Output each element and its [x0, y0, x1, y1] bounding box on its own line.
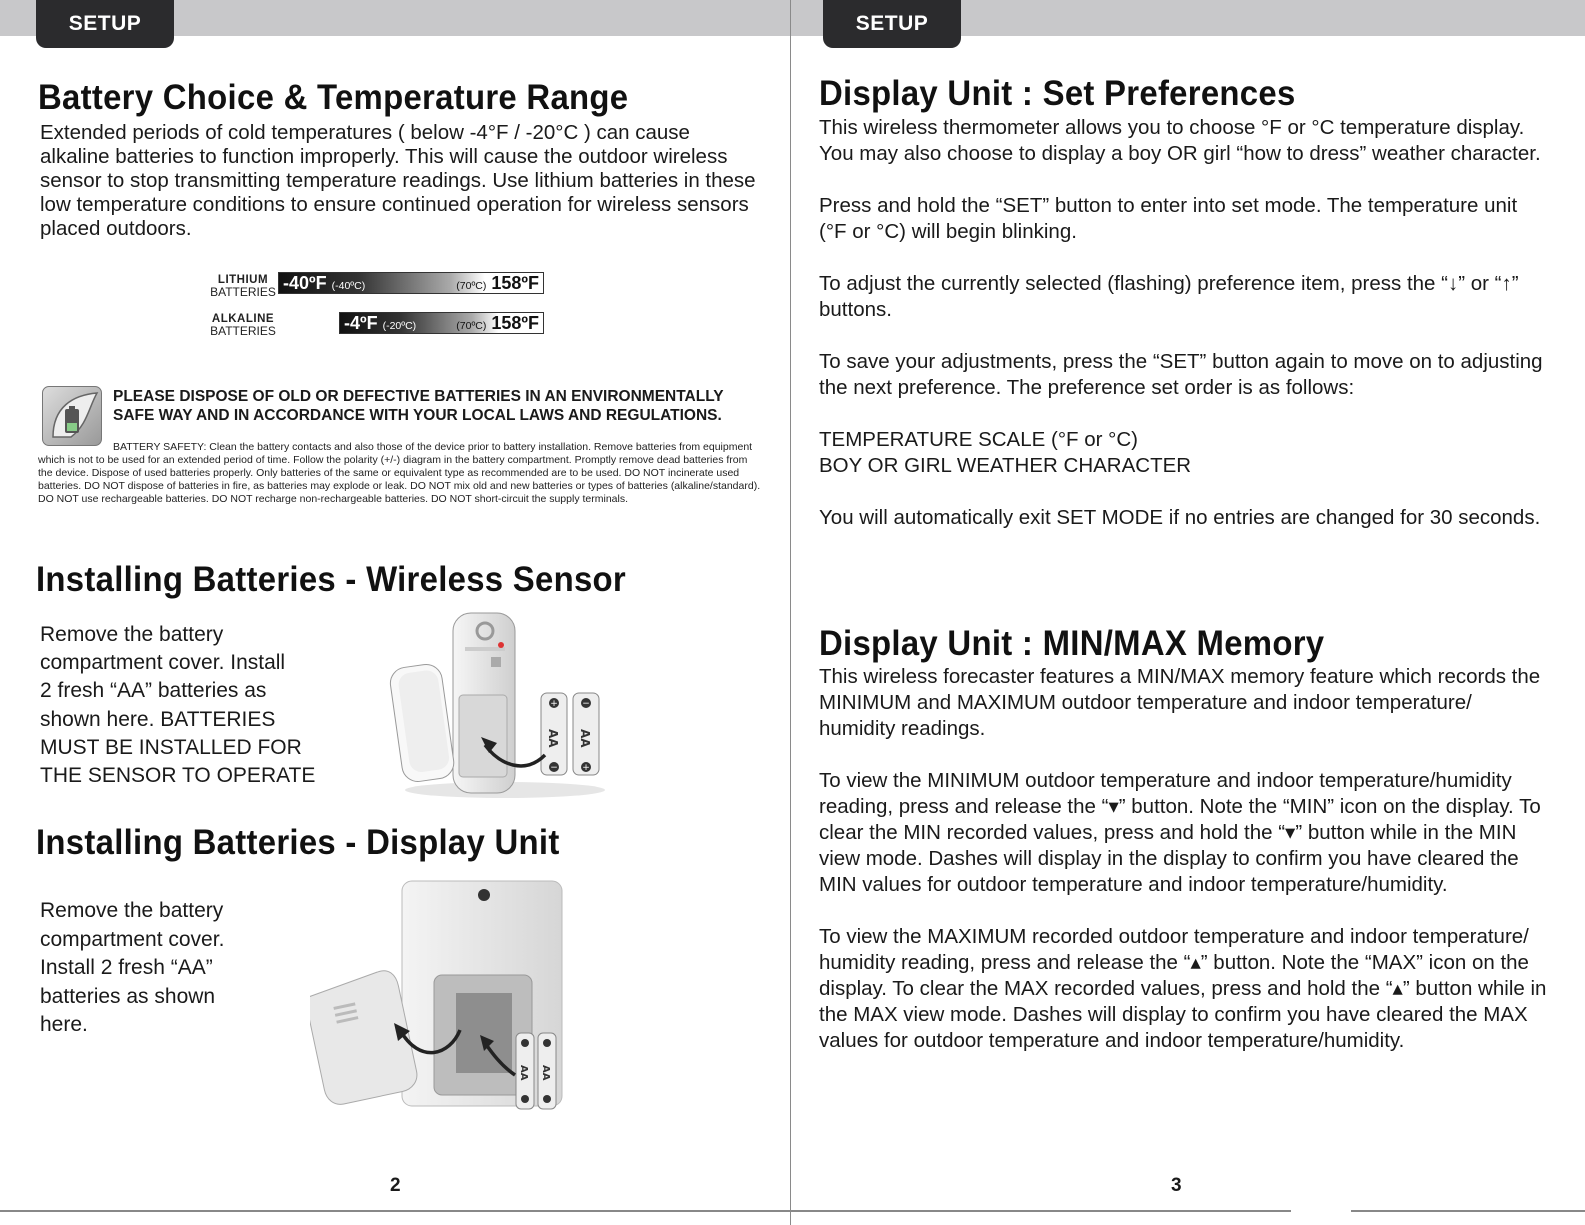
alkaline-high: (70ºC) 158ºF — [456, 312, 539, 333]
sensor-line: Remove the battery — [40, 623, 224, 646]
alkaline-range-bar — [339, 312, 544, 334]
page-left — [0, 0, 790, 1225]
aa-battery-label: AA — [578, 729, 592, 748]
alkaline-label — [207, 313, 279, 337]
display-install-title: Installing Batteries - Display Unit — [36, 823, 560, 862]
display-unit-illustration — [310, 875, 580, 1120]
battery-temperature-chart — [205, 271, 555, 346]
sensor-line: shown here. BATTERIES — [40, 707, 276, 731]
sensor-line: MUST BE INSTALLED FOR — [40, 735, 302, 759]
minmax-paragraph: To view the MINIMUM outdoor temperature and indoor temperature/humidity reading, press and release the “▾” button. Note the “MIN” icon on the display. To clear the MIN recorded values, press and hold the “▾” button while in the MIN view mode. Dashes will display in the display to confirm you have cleared the MIN values for outdoor temperature and indoor temperature/humidity. — [819, 769, 1541, 896]
display-line: Remove the battery — [40, 899, 224, 922]
minmax-title: Display Unit : MIN/MAX Memory — [819, 624, 1325, 663]
sensor-install-title: Installing Batteries - Wireless Sensor — [36, 560, 627, 599]
preferences-paragraph: This wireless thermometer allows you to choose °F or °C temperature display. You may also choose to display a boy OR girl “how to dress” weather character. — [819, 116, 1541, 165]
dispose-notice: PLEASE DISPOSE OF OLD OR DEFECTIVE BATTERIES IN AN ENVIRONMENTALLY SAFE WAY AND IN ACCORDANCE WITH YOUR LOCAL LAWS AND REGULATIONS. — [113, 388, 724, 424]
preferences-paragraph: To adjust the currently selected (flashing) preference item, press the “↓” or “↑” buttons. — [819, 272, 1519, 321]
recycle-battery-icon — [42, 386, 102, 446]
display-line: Install 2 fresh “AA” — [40, 956, 213, 979]
preferences-paragraph: Press and hold the “SET” button to enter into set mode. The temperature unit (°F or °C) will begin blinking. — [819, 194, 1518, 243]
setup-tab: SETUP — [823, 0, 961, 48]
minmax-paragraph: To view the MAXIMUM recorded outdoor temperature and indoor temperature/ humidity reading, press and release the “▴” button. Note the “MAX” icon on the display. To clear the MAX recorded values, press and hold the “▴” button while in the MAX view mode. Dashes will display to confirm you have cleared the MAX values for outdoor temperature and indoor temperature/humidity. — [819, 925, 1547, 1052]
preferences-paragraph: TEMPERATURE SCALE (°F or °C) BOY OR GIRL WEATHER CHARACTER — [819, 428, 1192, 477]
page-right — [791, 0, 1585, 1225]
alkaline-low: -4ºF (-20ºC) — [344, 312, 417, 333]
display-line: here. — [40, 1013, 88, 1036]
bottom-rule — [1351, 1210, 1585, 1212]
battery-minus-mark: − — [582, 699, 590, 709]
lithium-label-sub: BATTERIES — [210, 285, 276, 299]
battery-minus-mark: − — [550, 763, 558, 773]
alkaline-label-bold: ALKALINE — [211, 313, 275, 325]
battery-plus-mark: + — [582, 763, 590, 773]
preferences-body — [819, 115, 1549, 531]
alkaline-label-sub: BATTERIES — [210, 324, 276, 338]
lithium-low: -40ºF (-40ºC) — [283, 272, 366, 293]
battery-choice-title: Battery Choice & Temperature Range — [38, 78, 629, 117]
page-number: 2 — [390, 1175, 401, 1196]
bottom-rule — [0, 1210, 790, 1212]
minmax-body — [819, 664, 1549, 1054]
preferences-paragraph: To save your adjustments, press the “SET” button again to move on to adjusting the next preference. The preference set order is as follows: — [819, 350, 1543, 399]
lithium-range-bar — [278, 272, 544, 294]
preferences-paragraph: You will automatically exit SET MODE if no entries are changed for 30 seconds. — [819, 506, 1541, 529]
sensor-install-body — [40, 621, 360, 790]
page-number: 3 — [1171, 1175, 1182, 1196]
display-line: compartment cover. — [40, 927, 225, 951]
aa-battery-label: AA — [546, 729, 560, 748]
preferences-title: Display Unit : Set Preferences — [819, 74, 1296, 113]
aa-battery-label: AA — [518, 1065, 529, 1081]
lithium-label-bold: LITHIUM — [217, 274, 269, 286]
battery-choice-body: Extended periods of cold temperatures ( below -4°F / -20°C ) can cause alkaline batteries to function improperly. This will cause the outdoor wireless sensor to stop transmitting temperature readings. Use lithium batteries in these low temperature conditions to ensure continued operation for wireless sensors placed outdoors. — [40, 121, 756, 240]
aa-battery-label: AA — [540, 1065, 551, 1081]
sensor-line: 2 fresh “AA” batteries as — [40, 679, 267, 703]
battery-plus-mark: + — [550, 699, 558, 709]
lithium-high: (70ºC) 158ºF — [456, 272, 539, 293]
lithium-label — [207, 274, 279, 298]
sensor-line: THE SENSOR TO OPERATE — [40, 764, 316, 788]
display-install-body — [40, 897, 300, 1040]
sensor-line: compartment cover. Install — [40, 651, 286, 675]
bottom-rule — [791, 1210, 1291, 1212]
display-line: batteries as shown — [40, 984, 216, 1008]
wireless-sensor-illustration — [385, 605, 615, 800]
setup-tab: SETUP — [36, 0, 174, 48]
minmax-paragraph: This wireless forecaster features a MIN/MAX memory feature which records the MINIMUM and MAXIMUM outdoor temperature and indoor temperature/ humidity readings. — [819, 665, 1541, 740]
battery-safety-text: BATTERY SAFETY: Clean the battery contacts and also those of the device prior to battery installation. Remove batteries from equipment which is not to be used for an extended period of time. Follow the polarity (+/-) diagram in the battery compartment. Promptly remove dead batteries from the device. Dispose of used batteries properly. Only batteries of the same or equivalent type as recommended are to be used. DO NOT incinerate used batteries. DO NOT dispose of batteries in fire, as batteries may explode or leak. DO NOT mix old and new batteries or types of batteries (alkaline/standard). DO NOT use rechargeable batteries. DO NOT recharge non-rechargeable batteries. DO NOT short-circuit the supply terminals. — [38, 441, 761, 505]
